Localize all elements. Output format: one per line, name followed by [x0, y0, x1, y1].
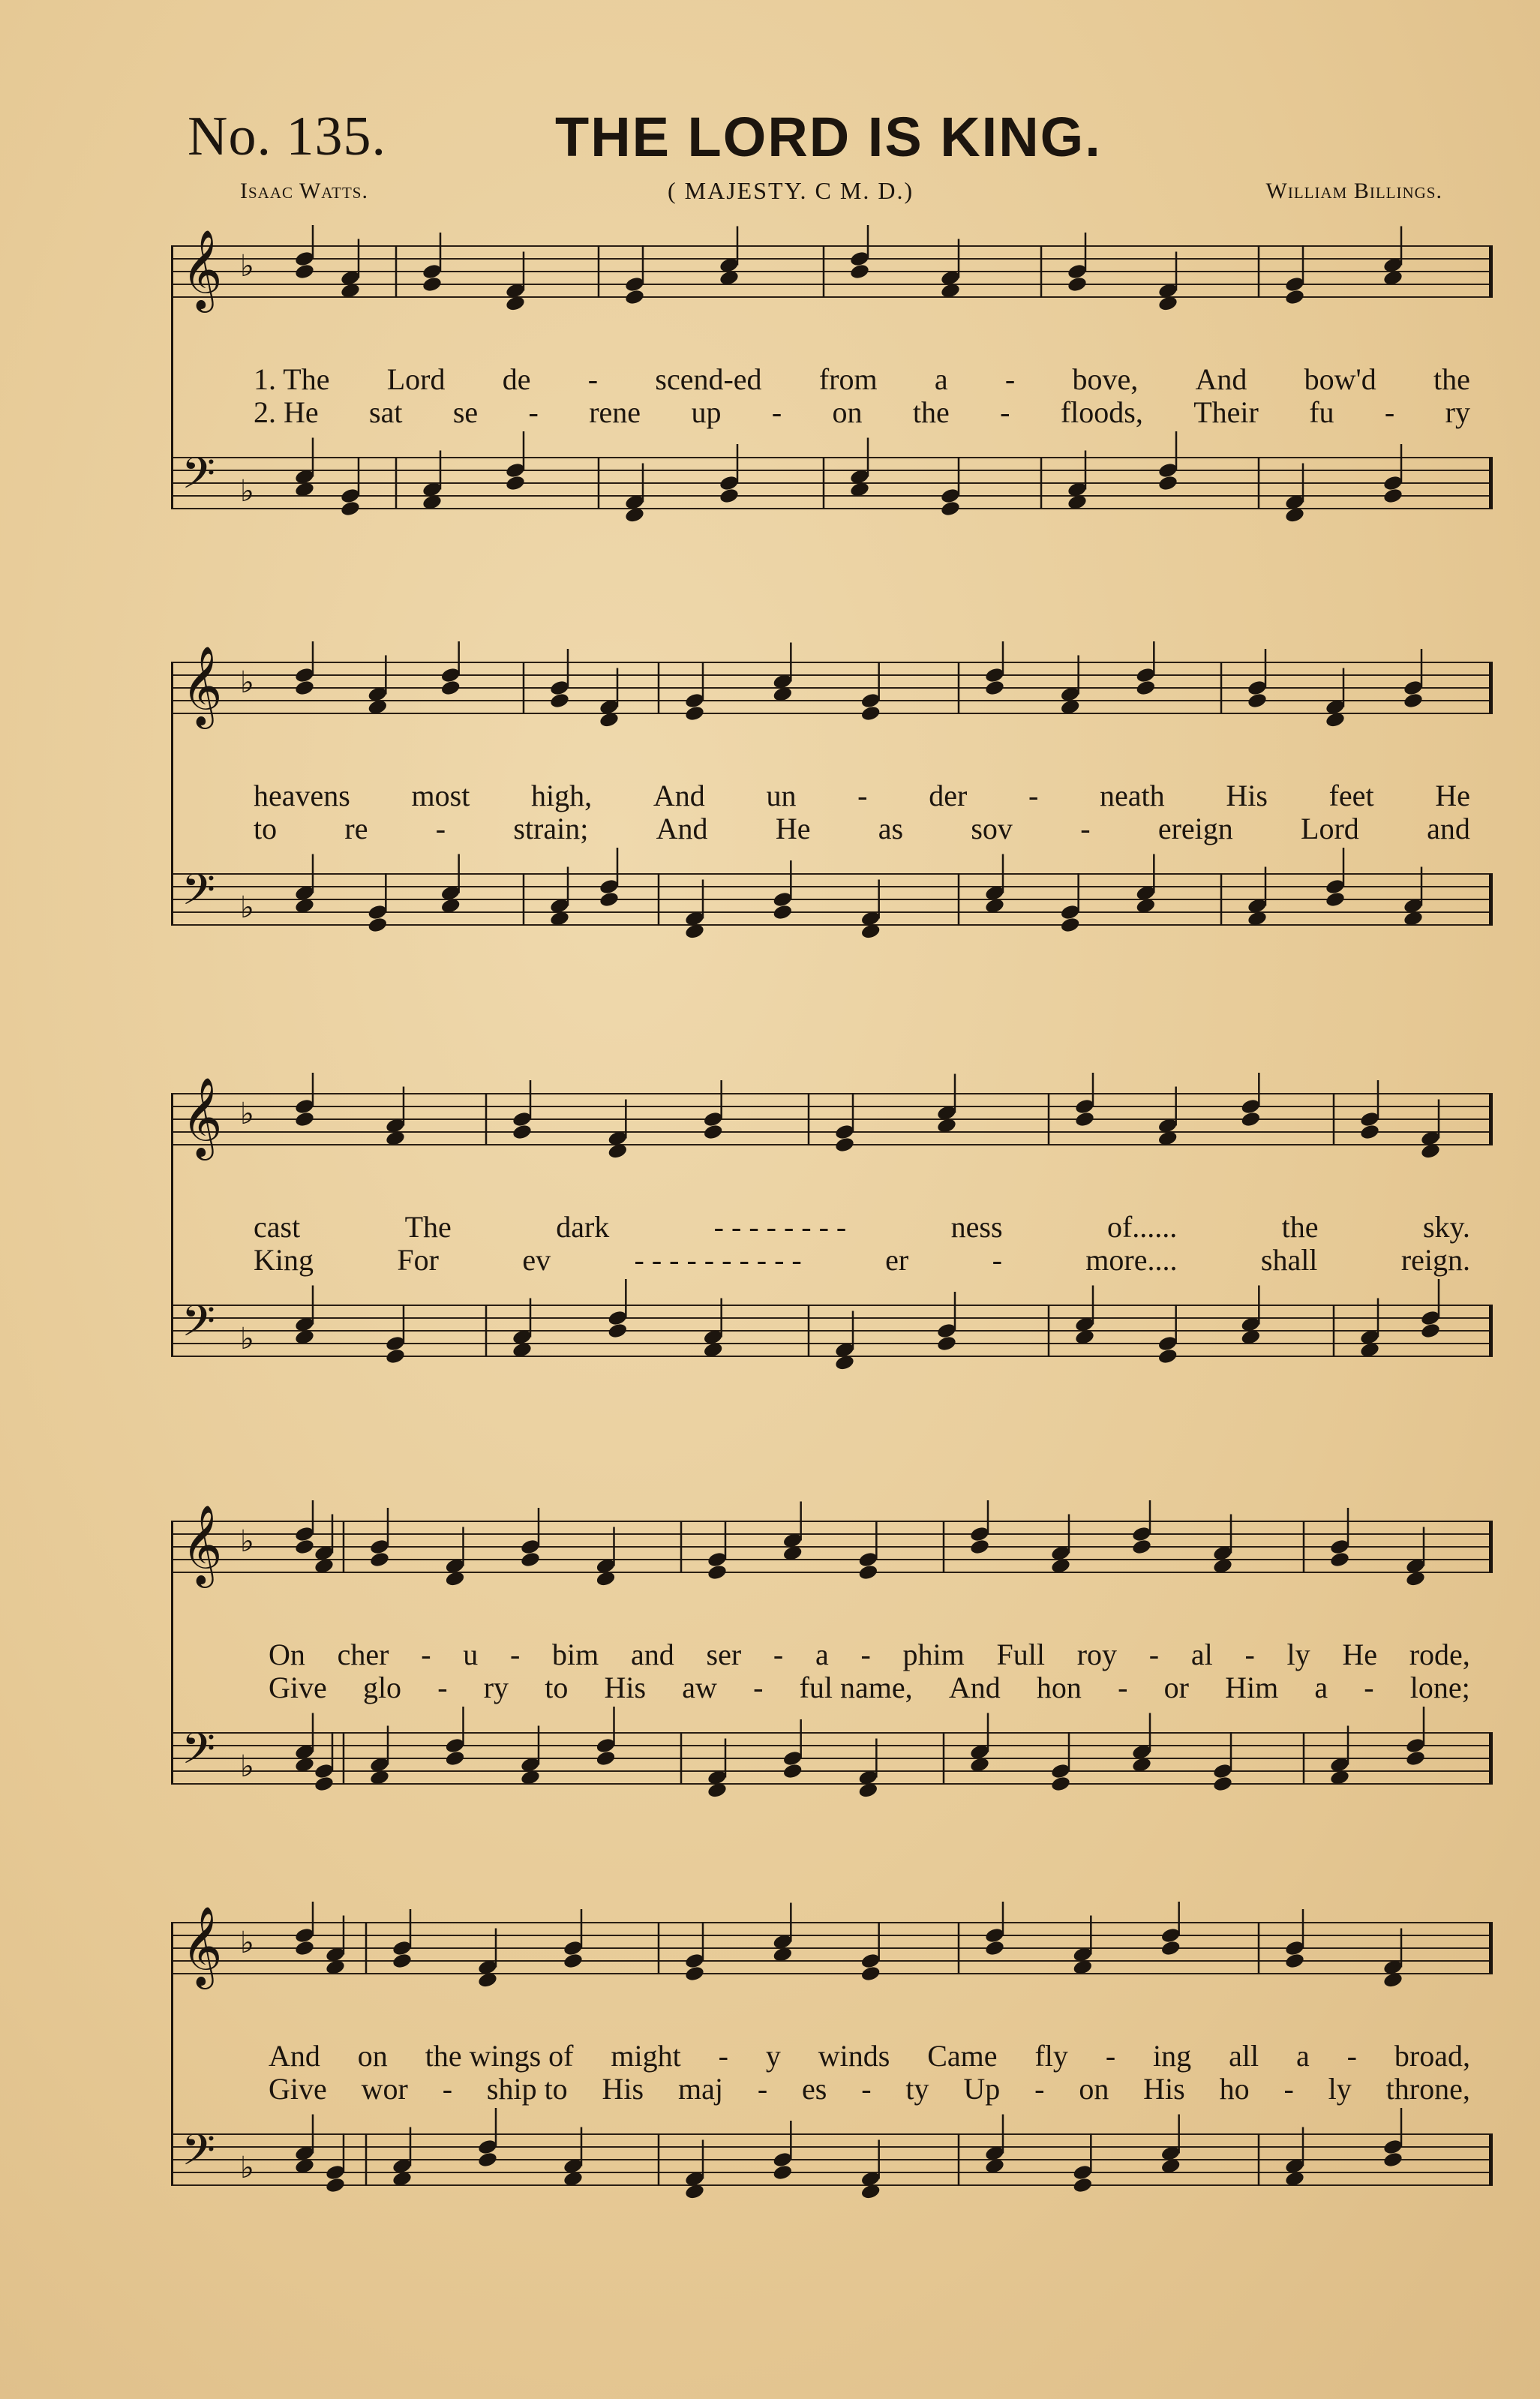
flat-icon: ♭: [240, 249, 254, 284]
lyric-syllable: And: [269, 2039, 320, 2073]
lyric-syllable: Him: [1225, 1671, 1279, 1704]
bass-clef-icon: 𝄢: [182, 448, 216, 509]
lyric-syllable: ness: [950, 1210, 1003, 1244]
lyric-syllable: a: [934, 362, 948, 396]
lyric-syllable: Their: [1193, 395, 1259, 429]
lyric-syllable: neath: [1100, 779, 1165, 812]
note-head: [782, 1762, 803, 1779]
flat-icon: ♭: [240, 1749, 254, 1784]
hymn-number: No. 135.: [188, 106, 386, 167]
lyric-syllable: -: [753, 1671, 764, 1704]
lyric-syllable: ly: [1286, 1638, 1310, 1671]
lyric-line-verse1: [254, 1209, 1470, 1242]
note-head: [1072, 2176, 1093, 2193]
lyric-syllable: u: [463, 1638, 479, 1671]
lyric-syllable: ful name,: [799, 1671, 913, 1704]
lyric-syllable: sky.: [1422, 1210, 1470, 1244]
note-head: [1284, 288, 1305, 305]
lyric-syllable: Give: [269, 2072, 327, 2106]
note-head: [294, 1939, 315, 1956]
lyric-syllable: -: [857, 779, 868, 812]
note-head: [984, 679, 1005, 696]
lyric-syllable: His: [604, 1671, 647, 1704]
lyric-syllable: 1. The: [254, 362, 330, 396]
lyric-syllable: ing: [1153, 2039, 1192, 2073]
lyric-syllable: Up: [963, 2072, 1001, 2106]
note-head: [857, 1563, 878, 1581]
lyric-syllable: heavens: [254, 779, 350, 812]
note-head: [1157, 1347, 1178, 1365]
note-head: [392, 1952, 413, 1969]
lyric-syllable: the: [912, 395, 950, 429]
lyric-syllable: rene: [589, 395, 641, 429]
lyric-syllable: dark: [556, 1210, 610, 1244]
note-head: [969, 1538, 990, 1555]
lyric-syllable: -: [1364, 1671, 1374, 1704]
note-head: [772, 903, 793, 920]
lyric-syllable: fu: [1309, 395, 1334, 429]
lyric-syllable: bove,: [1072, 362, 1139, 396]
note-head: [314, 1775, 335, 1792]
lyric-syllable: -: [773, 1638, 784, 1671]
lyric-syllable: Give: [269, 1671, 327, 1704]
lyric-syllable: de: [502, 362, 531, 396]
bass-clef-icon: 𝄢: [182, 1296, 216, 1357]
music-system-5: [171, 1902, 1493, 2254]
note-head: [369, 1551, 390, 1568]
lyric-syllable: -: [435, 812, 446, 845]
lyric-syllable: a: [1295, 2039, 1310, 2073]
lyric-syllable: -: [1105, 2039, 1116, 2073]
note-head: [595, 1749, 616, 1767]
lyric-line-verse2: [254, 395, 1470, 428]
lyric-syllable: es: [802, 2072, 827, 2106]
lyric-syllable: most: [411, 779, 470, 812]
lyric-line-verse1: [254, 362, 1470, 395]
note-head: [477, 2151, 498, 2168]
note-head: [772, 2163, 793, 2181]
lyric-syllable: on: [357, 2039, 388, 2073]
treble-clef-icon: 𝄞: [182, 1905, 223, 1986]
lyric-syllable: He: [775, 812, 811, 845]
note-head: [1240, 1110, 1261, 1127]
note-head: [505, 474, 526, 491]
note-head: [719, 487, 740, 504]
lyric-syllable: wor: [361, 2072, 408, 2106]
lyric-syllable: from: [818, 362, 878, 396]
note-head: [707, 1563, 728, 1581]
lyric-syllable: der: [929, 779, 968, 812]
note-head: [340, 500, 361, 517]
flat-icon: ♭: [240, 1926, 254, 1960]
lyric-syllable: reign.: [1400, 1243, 1470, 1277]
lyric-syllable: on: [832, 395, 863, 429]
lyric-syllable: er: [885, 1243, 909, 1277]
note-head: [936, 1335, 957, 1352]
note-head: [940, 500, 961, 517]
lyric-syllable: the wings of: [425, 2039, 574, 2073]
lyric-syllable: -: [442, 2072, 453, 2106]
note-head: [1160, 1939, 1181, 1956]
lyric-syllable: On: [269, 1638, 305, 1671]
lyric-line-verse2: [254, 1242, 1470, 1275]
note-head: [444, 1749, 465, 1767]
note-head: [1074, 1110, 1095, 1127]
lyric-syllable: -: [1004, 362, 1016, 396]
hymn-title: THE LORD IS KING.: [555, 106, 1102, 168]
lyric-syllable: might: [611, 2039, 681, 2073]
note-head: [1359, 1123, 1380, 1140]
lyric-syllable: phim: [902, 1638, 965, 1671]
note-head: [624, 288, 645, 305]
bass-clef-icon: 𝄢: [182, 1723, 216, 1785]
lyric-syllable: Lord: [386, 362, 446, 396]
lyric-syllable: He: [1435, 779, 1470, 812]
lyric-syllable: His: [1143, 2072, 1185, 2106]
note-head: [1212, 1775, 1233, 1792]
lyric-syllable: -: [1283, 2072, 1294, 2106]
note-head: [860, 1965, 881, 1982]
lyric-syllable: sov: [971, 812, 1013, 845]
lyric-syllable: Came: [927, 2039, 998, 2073]
lyric-syllable: And: [653, 779, 705, 812]
note-head: [1135, 679, 1156, 696]
lyric-syllable: He: [1342, 1638, 1377, 1671]
note-head: [422, 275, 443, 293]
note-head: [385, 1347, 406, 1365]
lyric-syllable: or: [1163, 1671, 1189, 1704]
music-system-3: [171, 1073, 1493, 1425]
lyric-syllable: Lord: [1301, 812, 1359, 845]
lyric-syllable: -: [860, 1638, 871, 1671]
lyric-syllable: -: [1080, 812, 1091, 845]
lyric-syllable: - - - - - - - -: [713, 1210, 847, 1244]
composer: William Billings.: [1265, 179, 1442, 203]
lyric-syllable: For: [397, 1243, 439, 1277]
note-head: [684, 1965, 705, 1982]
lyric-syllable: ho: [1219, 2072, 1250, 2106]
flat-icon: ♭: [240, 2151, 254, 2185]
lyric-syllable: -: [718, 2039, 728, 2073]
lyric-syllable: - - - - - - - - - -: [634, 1243, 802, 1277]
flat-icon: ♭: [240, 1524, 254, 1559]
lyric-syllable: to: [254, 812, 278, 845]
note-head: [1247, 692, 1268, 709]
lyric-syllable: ser: [706, 1638, 742, 1671]
lyric-syllable: -: [1148, 1638, 1160, 1671]
lyric-syllable: -: [1346, 2039, 1357, 2073]
lyric-syllable: a: [815, 1638, 829, 1671]
lyric-line-verse1: [269, 1637, 1470, 1670]
treble-clef-icon: 𝄞: [182, 645, 223, 725]
lyric-syllable: ship to: [486, 2072, 568, 2106]
lyric-syllable: glo: [362, 1671, 402, 1704]
lyric-syllable: cast: [254, 1210, 301, 1244]
lyric-syllable: -: [1028, 779, 1039, 812]
lyric-syllable: -: [528, 395, 539, 429]
lyric-syllable: hon: [1036, 1671, 1082, 1704]
lyric-syllable: rode,: [1409, 1638, 1470, 1671]
lyric-syllable: re: [344, 812, 368, 845]
lyric-syllable: aw: [682, 1671, 717, 1704]
lyric-syllable: scend-ed: [655, 362, 762, 396]
note-head: [703, 1123, 724, 1140]
note-head: [607, 1322, 628, 1339]
lyric-syllable: ly: [1328, 2072, 1352, 2106]
note-head: [984, 1939, 1005, 1956]
lyricist: Isaac Watts.: [240, 179, 368, 203]
lyric-syllable: the: [1281, 1210, 1319, 1244]
lyric-syllable: of......: [1106, 1210, 1178, 1244]
note-head: [520, 1551, 541, 1568]
note-head: [860, 704, 881, 722]
lyric-syllable: feet: [1328, 779, 1374, 812]
bass-clef-icon: 𝄢: [182, 2124, 216, 2186]
lyric-syllable: as: [878, 812, 904, 845]
lyric-syllable: -: [509, 1638, 521, 1671]
note-head: [563, 1952, 584, 1969]
note-head: [1131, 1538, 1152, 1555]
lyric-line-verse2: [254, 811, 1470, 844]
lyric-syllable: -: [587, 362, 599, 396]
lyric-syllable: -: [1118, 1671, 1128, 1704]
note-head: [549, 692, 570, 709]
lyric-syllable: sat: [369, 395, 403, 429]
note-head: [834, 1136, 855, 1153]
note-head: [1329, 1551, 1350, 1568]
flat-icon: ♭: [240, 665, 254, 700]
lyric-syllable: roy: [1076, 1638, 1118, 1671]
note-head: [1405, 1749, 1426, 1767]
note-head: [1420, 1322, 1441, 1339]
lyric-syllable: cher: [337, 1638, 389, 1671]
lyric-syllable: -: [861, 2072, 872, 2106]
note-head: [325, 2176, 346, 2193]
note-head: [440, 679, 461, 696]
music-system-2: [171, 641, 1493, 994]
lyric-syllable: -: [1244, 1638, 1255, 1671]
tune-name: ( MAJESTY. C M. D.): [668, 177, 914, 204]
lyric-syllable: all: [1229, 2039, 1259, 2073]
lyric-line-verse1: [269, 2038, 1470, 2071]
lyric-syllable: lone;: [1409, 1671, 1470, 1704]
lyric-syllable: on: [1079, 2072, 1109, 2106]
flat-icon: ♭: [240, 474, 254, 509]
lyric-syllable: -: [1034, 2072, 1045, 2106]
note-head: [294, 1110, 315, 1127]
lyric-syllable: bim: [552, 1638, 599, 1671]
bass-clef-icon: 𝄢: [182, 864, 216, 926]
flat-icon: ♭: [240, 890, 254, 925]
note-head: [1403, 692, 1424, 709]
lyric-syllable: high,: [531, 779, 593, 812]
lyric-syllable: His: [1226, 779, 1268, 812]
lyric-syllable: and: [631, 1638, 674, 1671]
lyric-syllable: And: [656, 812, 708, 845]
lyric-syllable: ry: [483, 1671, 509, 1704]
note-head: [294, 679, 315, 696]
note-head: [1060, 916, 1081, 933]
lyric-syllable: shall: [1260, 1243, 1318, 1277]
note-head: [294, 263, 315, 280]
lyric-syllable: -: [421, 1638, 431, 1671]
lyric-syllable: strain;: [513, 812, 589, 845]
note-head: [1382, 487, 1403, 504]
note-head: [599, 890, 620, 908]
lyric-syllable: maj: [677, 2072, 723, 2106]
lyric-line-verse1: [254, 778, 1470, 811]
lyric-syllable: And: [1195, 362, 1247, 396]
lyric-syllable: winds: [818, 2039, 890, 2073]
note-head: [512, 1123, 533, 1140]
lyric-syllable: to: [545, 1671, 569, 1704]
treble-clef-icon: 𝄞: [182, 1076, 223, 1157]
lyric-syllable: The: [404, 1210, 452, 1244]
lyric-syllable: fly: [1034, 2039, 1068, 2073]
note-head: [1157, 474, 1178, 491]
lyric-syllable: ry: [1445, 395, 1470, 429]
lyric-syllable: -: [1000, 395, 1010, 429]
lyric-syllable: -: [757, 2072, 768, 2106]
lyric-syllable: -: [992, 1243, 1002, 1277]
lyric-syllable: bow'd: [1304, 362, 1376, 396]
flat-icon: ♭: [240, 1097, 254, 1131]
note-head: [1284, 1952, 1305, 1969]
lyric-syllable: floods,: [1060, 395, 1143, 429]
flat-icon: ♭: [240, 1322, 254, 1356]
treble-clef-icon: 𝄞: [182, 1504, 223, 1584]
lyric-syllable: King: [254, 1243, 314, 1277]
treble-clef-icon: 𝄞: [182, 229, 223, 309]
lyric-syllable: ev: [522, 1243, 551, 1277]
lyric-syllable: 2. He: [254, 395, 319, 429]
music-system-4: [171, 1500, 1493, 1853]
lyric-syllable: Full: [996, 1638, 1045, 1671]
lyric-syllable: -: [1384, 395, 1395, 429]
lyric-syllable: -: [437, 1671, 448, 1704]
note-head: [294, 1538, 315, 1555]
lyric-syllable: un: [766, 779, 797, 812]
lyric-syllable: a: [1314, 1671, 1328, 1704]
lyric-syllable: more....: [1085, 1243, 1178, 1277]
lyric-syllable: throne,: [1385, 2072, 1470, 2106]
lyric-line-verse2: [269, 1670, 1470, 1703]
note-head: [1050, 1775, 1071, 1792]
lyric-syllable: His: [602, 2072, 644, 2106]
lyric-syllable: al: [1190, 1638, 1213, 1671]
lyric-syllable: y: [765, 2039, 781, 2073]
lyric-syllable: And: [948, 1671, 1001, 1704]
lyric-syllable: ereign: [1157, 812, 1233, 845]
note-head: [849, 263, 870, 280]
note-head: [684, 704, 705, 722]
note-head: [367, 916, 388, 933]
lyric-syllable: se: [452, 395, 479, 429]
lyric-syllable: ty: [905, 2072, 929, 2106]
music-system-1: [171, 225, 1493, 578]
lyric-syllable: the: [1433, 362, 1470, 396]
lyric-line-verse2: [269, 2071, 1470, 2104]
note-head: [1325, 890, 1346, 908]
note-head: [1382, 2151, 1403, 2168]
lyric-syllable: broad,: [1394, 2039, 1470, 2073]
note-head: [1067, 275, 1088, 293]
lyric-syllable: and: [1427, 812, 1470, 845]
lyric-syllable: up: [691, 395, 722, 429]
lyric-syllable: -: [771, 395, 782, 429]
